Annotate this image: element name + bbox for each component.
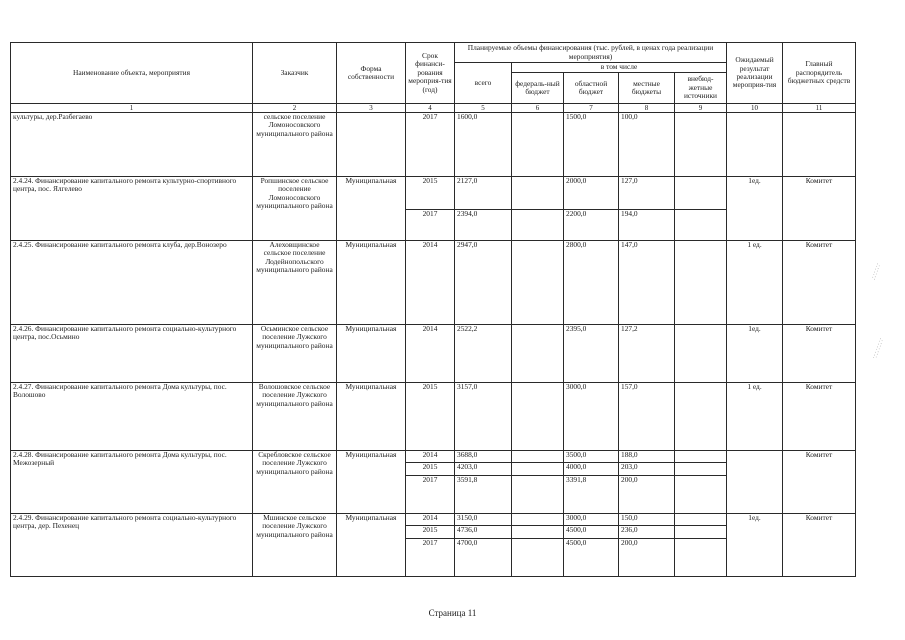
federal-cell	[512, 241, 564, 325]
object-name-cell: культуры, дер.Разбегаево	[11, 113, 253, 177]
total-cell: 3157,0	[455, 383, 512, 451]
ownership-cell: Муниципальная	[337, 514, 406, 577]
offbudget-cell	[675, 539, 727, 577]
manager-cell: Комитет	[783, 177, 856, 241]
ownership-cell: Муниципальная	[337, 451, 406, 514]
total-cell: 4700,0	[455, 539, 512, 577]
object-name-cell: 2.4.24. Финансирование капитального ремонта культурно-спортивного центра, пос. Ялгелево	[11, 177, 253, 241]
offbudget-cell	[675, 177, 727, 210]
ownership-cell: Муниципальная	[337, 177, 406, 241]
year-cell: 2017	[406, 539, 455, 577]
column-number: 9	[675, 104, 727, 113]
column-number: 8	[619, 104, 675, 113]
total-cell: 4203,0	[455, 463, 512, 476]
year-cell: 2017	[406, 210, 455, 241]
regional-cell: 1500,0	[564, 113, 619, 177]
expected-result-cell: 1ед.	[727, 325, 783, 383]
local-cell: 188,0	[619, 451, 675, 463]
col-regional-header: областной бюджет	[564, 73, 619, 104]
year-cell: 2014	[406, 514, 455, 526]
object-name-cell: 2.4.26. Финансирование капитального ремонта социально-культурного центра, пос.Осьмино	[11, 325, 253, 383]
table-row	[11, 451, 856, 463]
table-row	[11, 383, 856, 451]
offbudget-cell	[675, 210, 727, 241]
federal-cell	[512, 539, 564, 577]
margin-scribble-icon: ∴∵∴∵	[871, 262, 883, 281]
col-total-header: всего	[455, 63, 512, 104]
regional-cell: 3500,0	[564, 451, 619, 463]
federal-cell	[512, 526, 564, 539]
ownership-cell: Муниципальная	[337, 325, 406, 383]
federal-cell	[512, 451, 564, 463]
local-cell: 194,0	[619, 210, 675, 241]
year-cell: 2015	[406, 463, 455, 476]
object-name-cell: 2.4.27. Финансирование капитального ремонта Дома культуры, пос. Волошово	[11, 383, 253, 451]
customer-cell: сельское поселение Ломоносовского муниципального района	[253, 113, 337, 177]
column-number: 4	[406, 104, 455, 113]
expected-result-cell: 1 ед.	[727, 383, 783, 451]
col-financing-header: Планируемые объемы финансирования (тыс. рублей, в ценах года реализации мероприятия)	[455, 43, 727, 63]
total-cell: 2522,2	[455, 325, 512, 383]
regional-cell: 2000,0	[564, 177, 619, 210]
expected-result-cell	[727, 451, 783, 514]
regional-cell: 3391,8	[564, 476, 619, 514]
offbudget-cell	[675, 526, 727, 539]
offbudget-cell	[675, 514, 727, 526]
customer-cell: Ропшинское сельское поселение Ломоносовского муниципального района	[253, 177, 337, 241]
regional-cell: 4500,0	[564, 539, 619, 577]
offbudget-cell	[675, 451, 727, 463]
year-cell: 2014	[406, 241, 455, 325]
column-number: 1	[11, 104, 253, 113]
regional-cell: 2200,0	[564, 210, 619, 241]
col-term-header: Срок финанси-рования мероприя-тия (год)	[406, 43, 455, 104]
regional-cell: 3000,0	[564, 514, 619, 526]
offbudget-cell	[675, 383, 727, 451]
customer-cell: Алеховщинское сельское поселение Лодейнопольского муниципального района	[253, 241, 337, 325]
federal-cell	[512, 463, 564, 476]
total-cell: 3150,0	[455, 514, 512, 526]
table-row	[11, 241, 856, 325]
federal-cell	[512, 325, 564, 383]
column-number: 11	[783, 104, 856, 113]
local-cell: 147,0	[619, 241, 675, 325]
offbudget-cell	[675, 463, 727, 476]
page-number: Страница 11	[428, 608, 477, 618]
object-name-cell: 2.4.25. Финансирование капитального ремонта клуба, дер.Вонозеро	[11, 241, 253, 325]
regional-cell: 3000,0	[564, 383, 619, 451]
manager-cell: Комитет	[783, 451, 856, 514]
customer-cell: Мшинское сельское поселение Лужского муниципального района	[253, 514, 337, 577]
year-cell: 2014	[406, 325, 455, 383]
table-row	[11, 113, 856, 177]
manager-cell	[783, 113, 856, 177]
customer-cell: Скребловское сельское поселение Лужского муниципального района	[253, 451, 337, 514]
federal-cell	[512, 476, 564, 514]
federal-cell	[512, 113, 564, 177]
col-expected-header: Ожидаемый результат реализации мероприя-тия	[727, 43, 783, 104]
column-numbers-row	[11, 104, 856, 113]
local-cell: 100,0	[619, 113, 675, 177]
column-number: 5	[455, 104, 512, 113]
local-cell: 200,0	[619, 476, 675, 514]
object-name-cell: 2.4.29. Финансирование капитального ремонта социально-культурного центра, дер. Пехенец	[11, 514, 253, 577]
expected-result-cell	[727, 113, 783, 177]
local-cell: 236,0	[619, 526, 675, 539]
col-customer-header: Заказчик	[253, 43, 337, 104]
regional-cell: 4500,0	[564, 526, 619, 539]
table-body	[11, 113, 856, 577]
total-cell: 1600,0	[455, 113, 512, 177]
ownership-cell	[337, 113, 406, 177]
col-including-header: в том числе	[512, 63, 727, 73]
financing-table	[10, 42, 856, 577]
total-cell: 3688,0	[455, 451, 512, 463]
offbudget-cell	[675, 241, 727, 325]
col-local-header: местные бюджеты	[619, 73, 675, 104]
manager-cell: Комитет	[783, 383, 856, 451]
col-ownership-header: Форма собственности	[337, 43, 406, 104]
ownership-cell: Муниципальная	[337, 383, 406, 451]
year-cell: 2014	[406, 451, 455, 463]
column-number: 10	[727, 104, 783, 113]
manager-cell: Комитет	[783, 325, 856, 383]
ownership-cell: Муниципальная	[337, 241, 406, 325]
offbudget-cell	[675, 113, 727, 177]
total-cell: 3591,8	[455, 476, 512, 514]
expected-result-cell: 1ед.	[727, 514, 783, 577]
local-cell: 150,0	[619, 514, 675, 526]
offbudget-cell	[675, 325, 727, 383]
col-offbudget-header: внебюд-жетные источники	[675, 73, 727, 104]
local-cell: 157,0	[619, 383, 675, 451]
column-number: 2	[253, 104, 337, 113]
column-number: 3	[337, 104, 406, 113]
total-cell: 2394,0	[455, 210, 512, 241]
federal-cell	[512, 210, 564, 241]
expected-result-cell: 1ед.	[727, 177, 783, 241]
year-cell: 2015	[406, 177, 455, 210]
local-cell: 203,0	[619, 463, 675, 476]
year-cell: 2015	[406, 383, 455, 451]
federal-cell	[512, 177, 564, 210]
manager-cell: Комитет	[783, 241, 856, 325]
expected-result-cell: 1 ед.	[727, 241, 783, 325]
col-manager-header: Главный распорядитель бюджетных средств	[783, 43, 856, 104]
federal-cell	[512, 383, 564, 451]
object-name-cell: 2.4.28. Финансирование капитального ремонта Дома культуры, пос. Межозерный	[11, 451, 253, 514]
offbudget-cell	[675, 476, 727, 514]
total-cell: 4736,0	[455, 526, 512, 539]
regional-cell: 2395,0	[564, 325, 619, 383]
local-cell: 200,0	[619, 539, 675, 577]
local-cell: 127,0	[619, 177, 675, 210]
col-federal-header: федераль-ный бюджет	[512, 73, 564, 104]
table-row	[11, 177, 856, 210]
customer-cell: Осьминское сельское поселение Лужского муниципального района	[253, 325, 337, 383]
col-name-header: Наименование объекта, мероприятия	[11, 43, 253, 104]
total-cell: 2127,0	[455, 177, 512, 210]
year-cell: 2017	[406, 476, 455, 514]
federal-cell	[512, 514, 564, 526]
table-header	[11, 43, 856, 113]
column-number: 7	[564, 104, 619, 113]
customer-cell: Волошовское сельское поселение Лужского муниципального района	[253, 383, 337, 451]
year-cell: 2015	[406, 526, 455, 539]
table-row	[11, 325, 856, 383]
regional-cell: 4000,0	[564, 463, 619, 476]
local-cell: 127,2	[619, 325, 675, 383]
regional-cell: 2800,0	[564, 241, 619, 325]
total-cell: 2947,0	[455, 241, 512, 325]
year-cell: 2017	[406, 113, 455, 177]
margin-scribble-icon: ∵∴∵∴∵	[872, 337, 886, 360]
manager-cell: Комитет	[783, 514, 856, 577]
table-row	[11, 514, 856, 526]
column-number: 6	[512, 104, 564, 113]
